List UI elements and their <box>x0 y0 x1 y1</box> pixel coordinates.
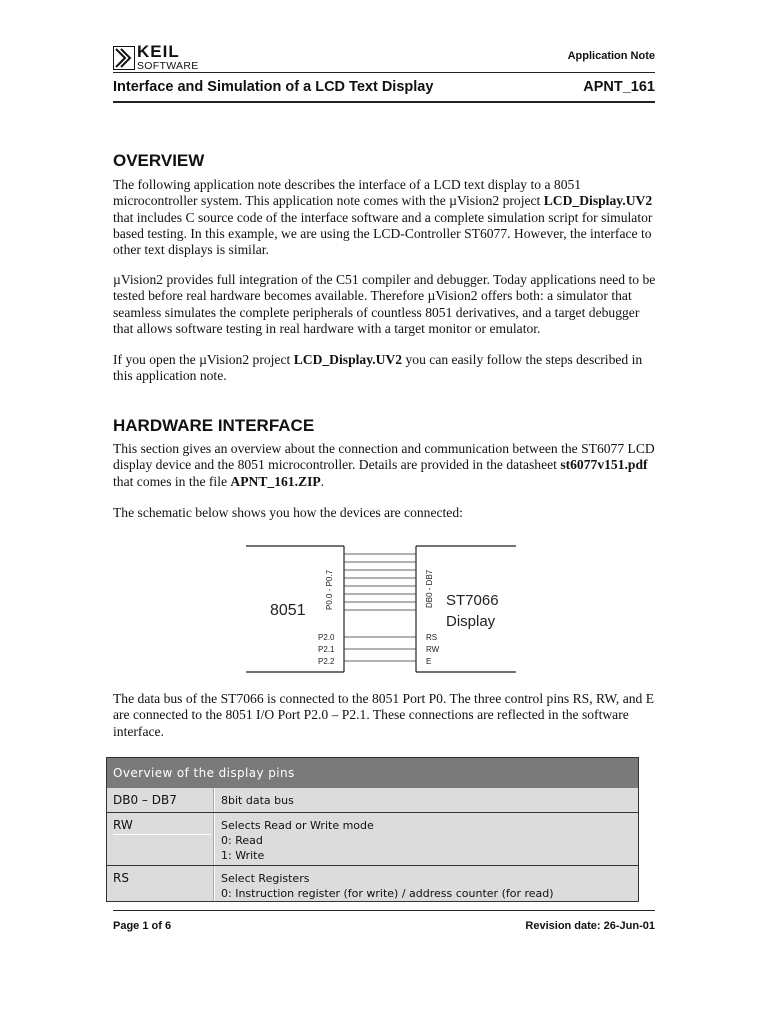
mcu-pin-p21: P2.1 <box>318 645 335 654</box>
pin-description: Selects Read or Write mode 0: Read 1: Write <box>221 819 374 862</box>
overview-paragraph-3: If you open the µVision2 project LCD_Display.UV2 you can easily follow the steps described in this application note. <box>113 352 643 384</box>
revision-date: Revision date: 26-Jun-01 <box>525 920 655 932</box>
mcu-label: 8051 <box>270 602 306 619</box>
table-row <box>106 866 639 902</box>
lcd-label-1: ST7066 <box>446 592 499 609</box>
pin-description: Select Registers 0: Instruction register (for write) / address counter (for read) <box>221 872 554 900</box>
overview-heading: OVERVIEW <box>113 151 205 170</box>
mcu-pin-p20: P2.0 <box>318 633 335 642</box>
table-row <box>106 788 639 813</box>
data-bus-lines <box>344 554 416 610</box>
lcd-bus-label: DB0 - DB7 <box>425 569 434 608</box>
doc-id: APNT_161 <box>583 79 655 95</box>
mcu-bus-label: P0.0 - P0.7 <box>325 569 334 610</box>
logo-subtitle: SOFTWARE <box>137 60 199 72</box>
overview-paragraph-2: µVision2 provides full integration of the C51 compiler and debugger. Today applications need to be tested before real hardware becomes available. Therefore µVision2 offers both: a simulator that seamless simulates the complete peripherals of countless 8051 derivatives, and a target debugger that allows software testing in real hardware with a target monitor or emulator. <box>113 272 656 336</box>
table-caption: Overview of the display pins <box>106 757 639 789</box>
mcu-pin-p22: P2.2 <box>318 657 335 666</box>
lcd-pin-rs: RS <box>426 633 438 642</box>
overview-paragraph-1: The following application note describes the interface of a LCD text display to a 8051 microcontroller system. This application note comes with the µVision2 project LCD_Display.UV2 that includes C source code of the interface software and a complete simulation script for simulator based testing. In this example, we are using the LCD-Controller ST6077. However, the interface to other text displays is similar. <box>113 177 653 258</box>
footer-rule <box>113 910 655 911</box>
page-title: Interface and Simulation of a LCD Text Display <box>113 79 434 95</box>
keil-logo-icon <box>113 46 135 70</box>
pin-name: RS <box>113 871 129 885</box>
logo-wordmark: KEIL <box>137 42 180 61</box>
pin-name: DB0 – DB7 <box>113 793 177 807</box>
header-rule <box>113 72 655 73</box>
hardware-paragraph-1: This section gives an overview about the connection and communication between the ST6077 LCD display device and the 8051 microcontroller. Details are provided in the datasheet st6077v151.pdf that comes in the file APNT_161.ZIP. <box>113 441 655 489</box>
doc-type-label: Application Note <box>567 50 655 62</box>
page-number: Page 1 of 6 <box>113 920 172 932</box>
title-rule <box>113 101 655 103</box>
connection-schematic <box>246 540 518 678</box>
pin-description: 8bit data bus <box>221 794 294 807</box>
lcd-pin-e: E <box>426 657 432 666</box>
pin-name: RW <box>113 818 133 832</box>
control-lines <box>344 637 416 661</box>
table-row <box>106 813 639 866</box>
lcd-label-2: Display <box>446 613 496 630</box>
hardware-heading: HARDWARE INTERFACE <box>113 416 315 435</box>
hardware-paragraph-3: The data bus of the ST7066 is connected to the 8051 Port P0. The three control pins RS, RW, and E are connected to the 8051 I/O Port P2.0 – P2.1. These connections are reflected in the software interface. <box>113 691 655 739</box>
hardware-paragraph-2: The schematic below shows you how the devices are connected: <box>113 505 463 520</box>
lcd-pin-rw: RW <box>426 645 440 654</box>
